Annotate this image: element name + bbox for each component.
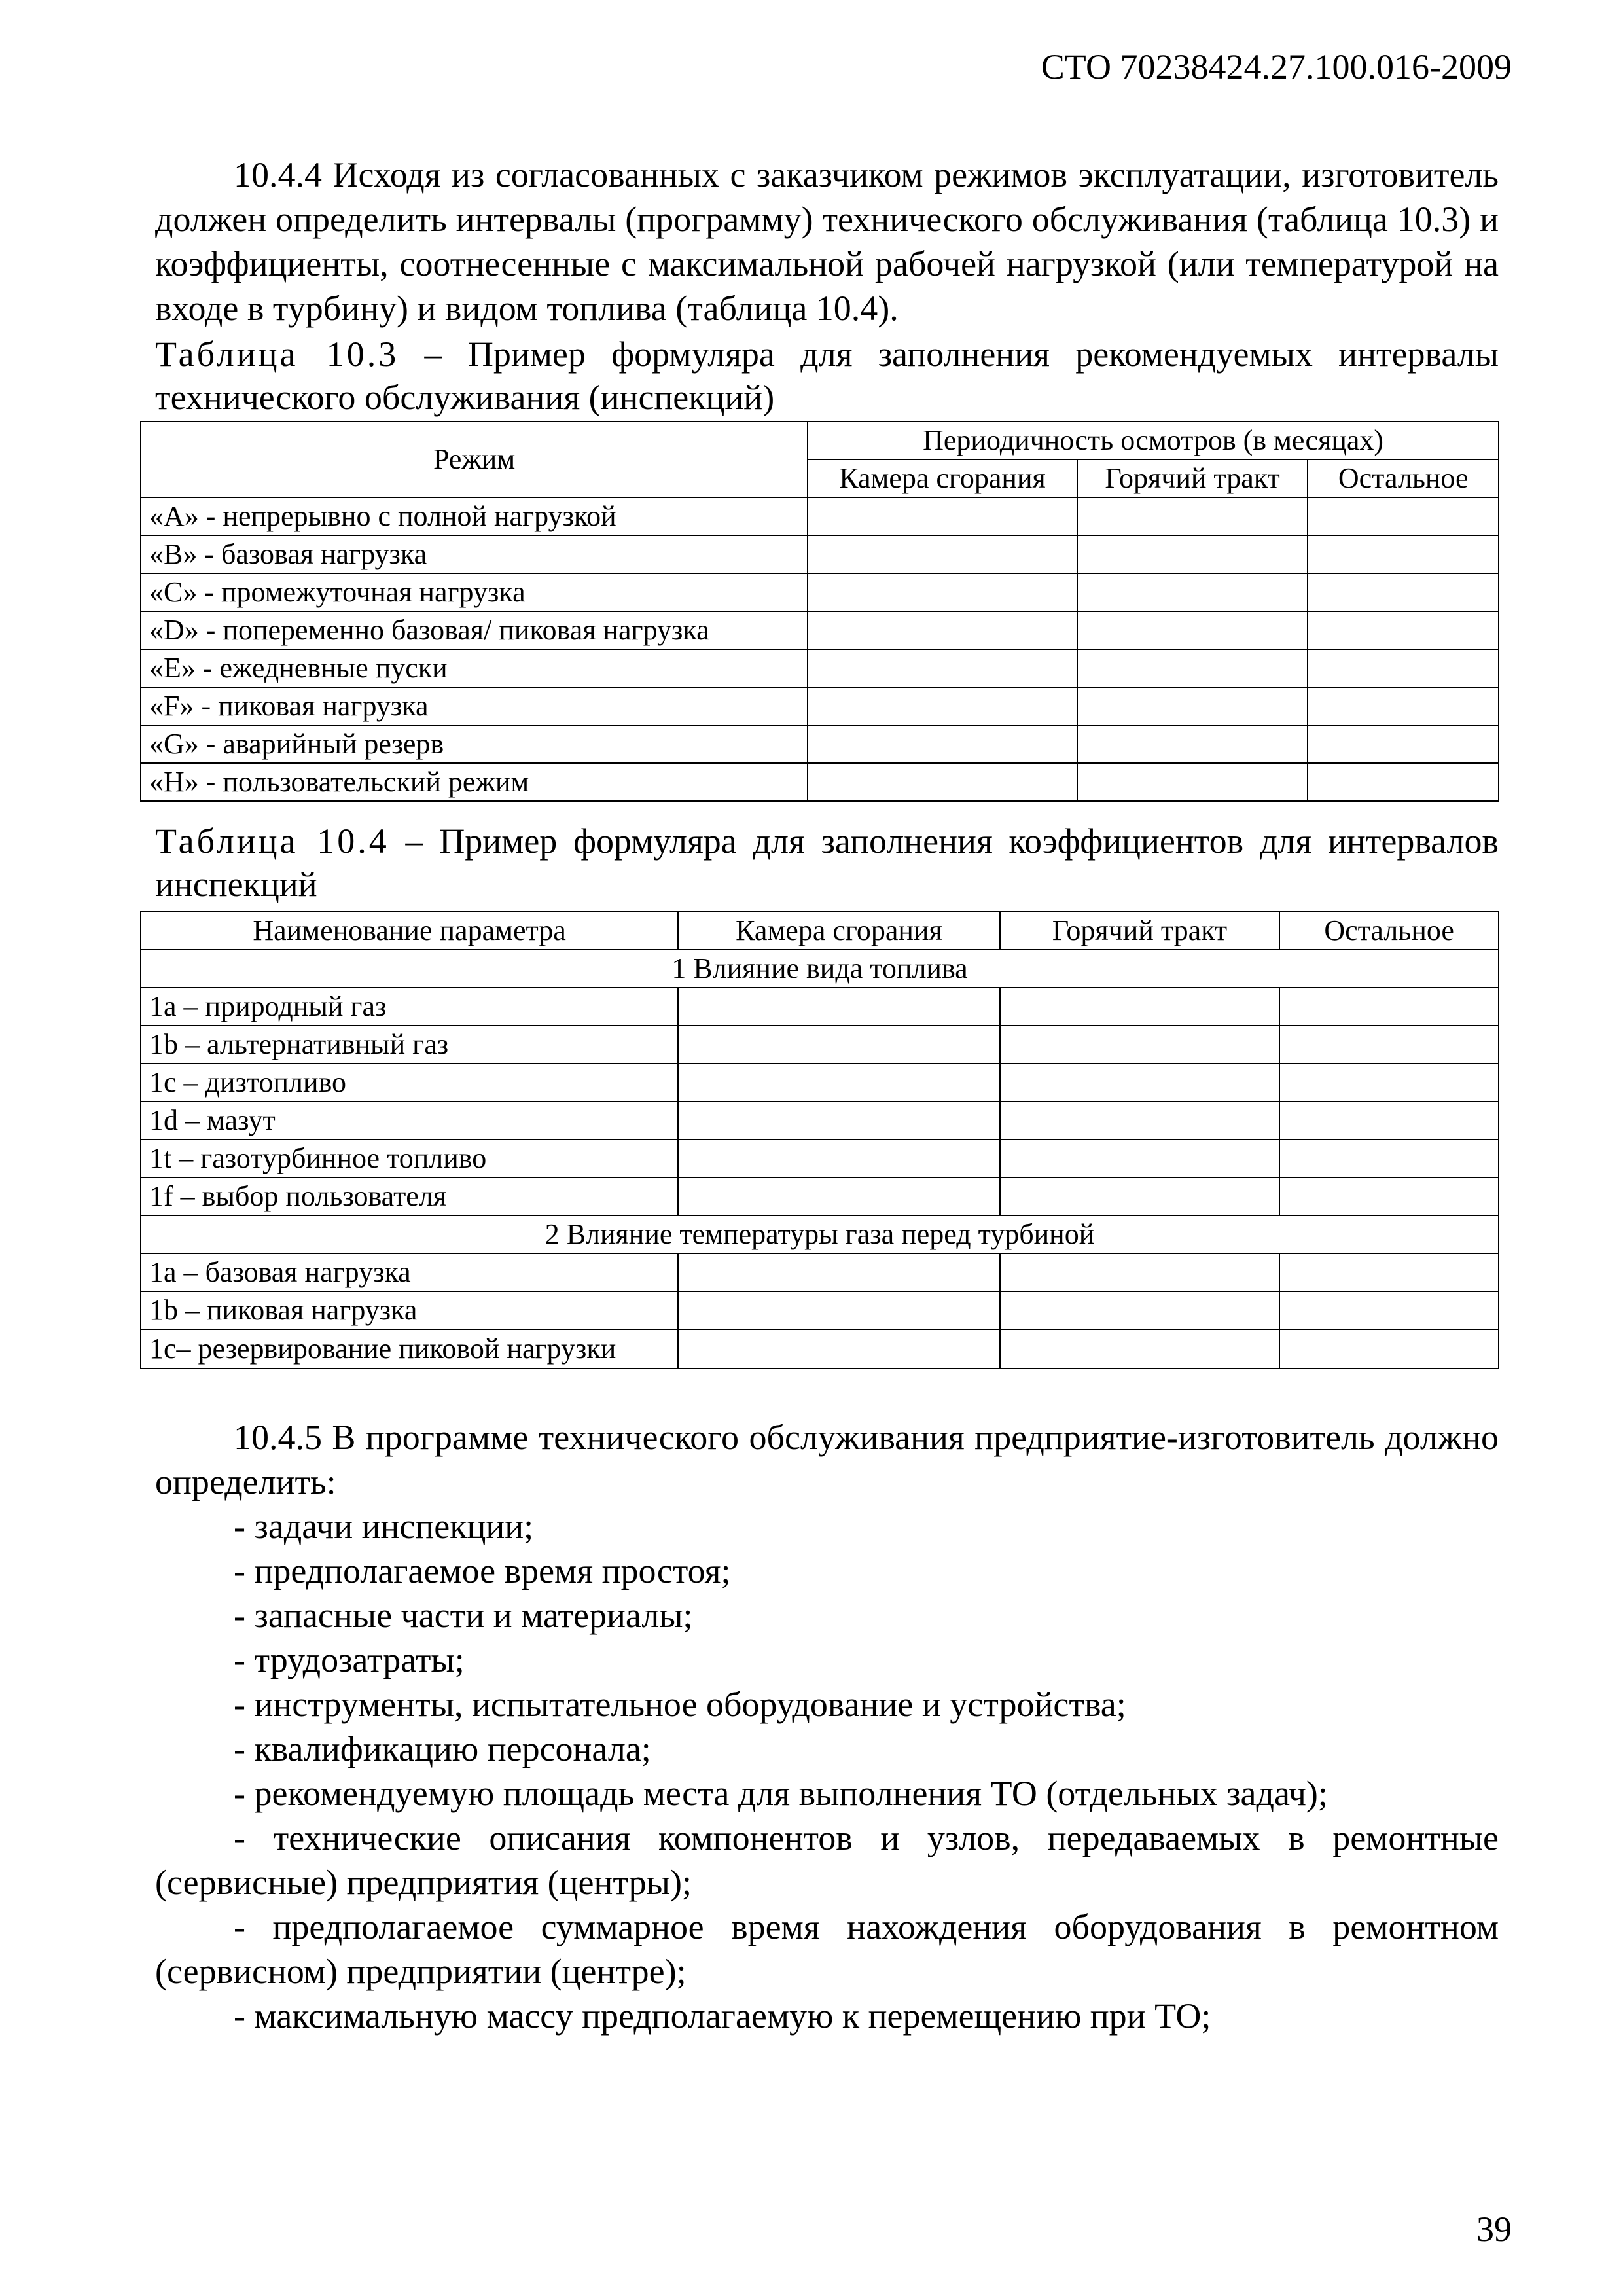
table-10-4-section-fuel: 1 Влияние вида топлива xyxy=(141,950,1499,988)
table-row xyxy=(141,1291,1499,1329)
table-cell xyxy=(1279,1064,1499,1102)
paragraph-10-4-5: 10.4.5 В программе технического обслуживания предприятие-изготовитель должно определить: xyxy=(155,1418,1499,1501)
table-cell xyxy=(678,1253,1000,1291)
table-cell xyxy=(808,497,1077,535)
table-10-4-param-cell: 1f – выбор пользователя xyxy=(141,1177,678,1215)
table-10-4-caption xyxy=(155,819,1499,906)
table-10-4-col-hot-path: Горячий тракт xyxy=(1000,912,1280,950)
table-10-4-param-cell: 1b – пиковая нагрузка xyxy=(141,1291,678,1329)
table-row xyxy=(141,535,1499,573)
table-cell xyxy=(1077,573,1308,611)
table-10-4-section-temperature: 2 Влияние температуры газа перед турбиной xyxy=(141,1215,1499,1253)
table-cell xyxy=(1308,649,1499,687)
table-cell xyxy=(678,1102,1000,1139)
table-10-4-param-cell: 1b – альтернативный газ xyxy=(141,1026,678,1064)
table-row xyxy=(141,573,1499,611)
list-item: - запасные части и материалы; xyxy=(234,1596,693,1635)
table-10-3-mode-cell: «Н» - пользовательский режим xyxy=(141,763,808,801)
table-10-3-caption-text: – Пример формуляра для заполнения рекомендуемых интервалы технического обслуживания (инспекций) xyxy=(155,334,1499,417)
table-cell xyxy=(1279,1291,1499,1329)
table-cell xyxy=(1308,573,1499,611)
table-row xyxy=(141,725,1499,763)
table-cell xyxy=(1000,1102,1280,1139)
table-cell xyxy=(1308,725,1499,763)
table-cell xyxy=(808,649,1077,687)
list-item: - предполагаемое суммарное время нахождения оборудования в ремонтном (сервисном) предприятии (центре); xyxy=(155,1907,1499,1991)
table-10-3 xyxy=(140,421,1499,802)
table-cell xyxy=(1000,1253,1280,1291)
table-row xyxy=(141,1177,1499,1215)
table-cell xyxy=(678,1026,1000,1064)
table-cell xyxy=(1279,1177,1499,1215)
table-cell xyxy=(678,1139,1000,1177)
table-cell xyxy=(1308,611,1499,649)
list-item: - квалификацию персонала; xyxy=(234,1729,651,1768)
table-10-4-caption-label: Таблица 10.4 xyxy=(155,821,389,861)
table-cell xyxy=(1279,1253,1499,1291)
table-cell xyxy=(1077,535,1308,573)
table-10-3-col-combustion: Камера сгорания xyxy=(808,459,1077,497)
table-10-3-mode-cell: «D» - попеременно базовая/ пиковая нагрузка xyxy=(141,611,808,649)
table-10-3-header-mode: Режим xyxy=(141,422,808,497)
table-cell xyxy=(1077,687,1308,725)
table-cell xyxy=(1279,1329,1499,1369)
table-cell xyxy=(678,988,1000,1026)
table-10-4-param-cell: 1c – дизтопливо xyxy=(141,1064,678,1102)
requirements-list xyxy=(155,1504,1499,2038)
table-10-3-caption xyxy=(155,332,1499,419)
table-10-4-param-cell: 1t – газотурбинное топливо xyxy=(141,1139,678,1177)
table-row xyxy=(141,988,1499,1026)
table-10-3-mode-cell: «В» - базовая нагрузка xyxy=(141,535,808,573)
table-cell xyxy=(1077,649,1308,687)
table-10-4-param-cell: 1c– резервирование пиковой нагрузки xyxy=(141,1329,678,1369)
table-10-4-param-cell: 1а – природный газ xyxy=(141,988,678,1026)
table-cell xyxy=(1279,1102,1499,1139)
list-item: - задачи инспекции; xyxy=(234,1507,534,1546)
table-cell xyxy=(1000,988,1280,1026)
table-10-3-mode-cell: «А» - непрерывно с полной нагрузкой xyxy=(141,497,808,535)
table-cell xyxy=(1000,1026,1280,1064)
table-10-3-col-other: Остальное xyxy=(1308,459,1499,497)
table-cell xyxy=(1000,1064,1280,1102)
list-item: - инструменты, испытательное оборудование и устройства; xyxy=(234,1685,1126,1724)
table-row xyxy=(141,1253,1499,1291)
table-10-3-mode-cell: «С» - промежуточная нагрузка xyxy=(141,573,808,611)
paragraph-10-4-4: 10.4.4 Исходя из согласованных с заказчиком режимов эксплуатации, изготовитель должен определить интервалы (программу) технического обслуживания (таблица 10.3) и коэффициенты, соотнесенные с максимальной рабочей нагрузкой (или температурой на входе в турбину) и видом топлива (таблица 10.4). xyxy=(155,155,1499,328)
list-item: - предполагаемое время простоя; xyxy=(234,1551,731,1590)
table-10-3-caption-label: Таблица 10.3 xyxy=(155,334,399,374)
table-cell xyxy=(678,1177,1000,1215)
list-item: - рекомендуемую площадь места для выполнения ТО (отдельных задач); xyxy=(234,1774,1328,1813)
table-cell xyxy=(678,1064,1000,1102)
document-code: СТО 70238424.27.100.016-2009 xyxy=(1041,47,1512,86)
table-cell xyxy=(808,763,1077,801)
table-cell xyxy=(1000,1177,1280,1215)
table-row xyxy=(141,1102,1499,1139)
list-item: - трудозатраты; xyxy=(234,1640,465,1679)
table-cell xyxy=(1308,535,1499,573)
list-item: - максимальную массу предполагаемую к перемещению при ТО; xyxy=(234,1996,1211,2036)
table-cell xyxy=(1308,763,1499,801)
table-10-3-col-hot-path: Горячий тракт xyxy=(1077,459,1308,497)
table-row xyxy=(141,1329,1499,1369)
table-cell xyxy=(1000,1329,1280,1369)
table-cell xyxy=(808,573,1077,611)
table-cell xyxy=(1308,497,1499,535)
table-row xyxy=(141,1026,1499,1064)
table-cell xyxy=(1077,497,1308,535)
table-cell xyxy=(1077,763,1308,801)
table-10-4-col-param: Наименование параметра xyxy=(141,912,678,950)
table-cell xyxy=(808,725,1077,763)
table-row xyxy=(141,611,1499,649)
table-cell xyxy=(808,687,1077,725)
table-cell xyxy=(1077,725,1308,763)
table-cell xyxy=(1000,1139,1280,1177)
table-cell xyxy=(1000,1291,1280,1329)
table-cell xyxy=(1308,687,1499,725)
table-row xyxy=(141,1064,1499,1102)
table-row xyxy=(141,497,1499,535)
table-cell xyxy=(678,1291,1000,1329)
table-row xyxy=(141,649,1499,687)
table-10-3-header-period: Периодичность осмотров (в месяцах) xyxy=(808,422,1499,459)
table-10-4-caption-text: – Пример формуляра для заполнения коэффициентов для интервалов инспекций xyxy=(155,821,1499,904)
list-item: - технические описания компонентов и узлов, передаваемых в ремонтные (сервисные) предприятия (центры); xyxy=(155,1818,1499,1902)
table-cell xyxy=(808,535,1077,573)
table-10-4 xyxy=(140,911,1499,1369)
table-cell xyxy=(1279,1139,1499,1177)
page-number: 39 xyxy=(1476,2210,1512,2249)
table-10-4-col-other: Остальное xyxy=(1279,912,1499,950)
table-cell xyxy=(678,1329,1000,1369)
table-10-3-mode-cell: «G» - аварийный резерв xyxy=(141,725,808,763)
table-row xyxy=(141,1139,1499,1177)
table-10-4-param-cell: 1а – базовая нагрузка xyxy=(141,1253,678,1291)
table-cell xyxy=(1279,1026,1499,1064)
table-10-3-mode-cell: «F» - пиковая нагрузка xyxy=(141,687,808,725)
table-row xyxy=(141,687,1499,725)
table-cell xyxy=(1077,611,1308,649)
table-10-4-param-cell: 1d – мазут xyxy=(141,1102,678,1139)
table-10-3-mode-cell: «Е» - ежедневные пуски xyxy=(141,649,808,687)
table-cell xyxy=(808,611,1077,649)
table-row xyxy=(141,763,1499,801)
table-cell xyxy=(1279,988,1499,1026)
table-10-4-col-combustion: Камера сгорания xyxy=(678,912,1000,950)
